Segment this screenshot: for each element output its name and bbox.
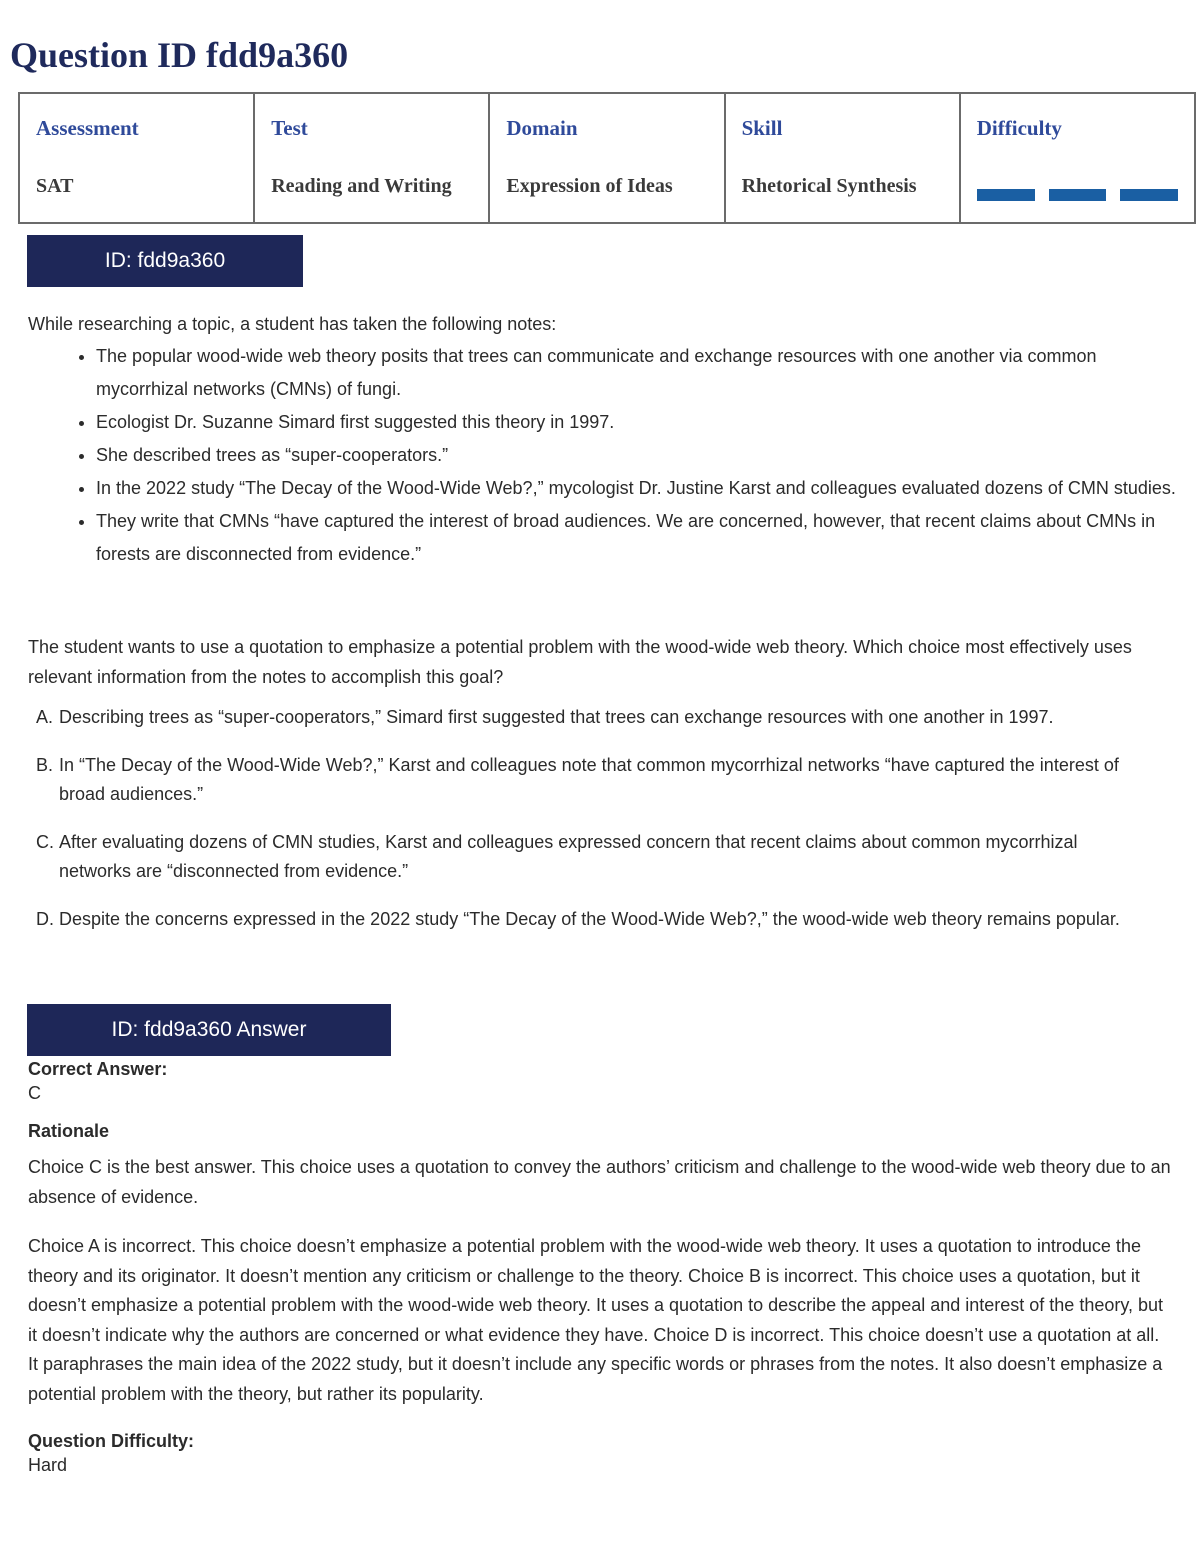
choice-d[interactable] [36, 905, 1146, 934]
skill-cell [725, 93, 960, 223]
answer-choices [36, 703, 1146, 953]
question-difficulty-label: Question Difficulty: [28, 1431, 194, 1451]
note-item: • Ecologist Dr. Suzanne Simard first suggested this theory in 1997. [96, 406, 1186, 439]
assessment-value: SAT [36, 175, 74, 197]
domain-label: Domain [506, 116, 578, 140]
answer-section [28, 1057, 1173, 1477]
choice-letter: D. [36, 909, 54, 929]
note-item: • The popular wood-wide web theory posits that trees can communicate and exchange resources with one another via common mycorrhizal networks (CMNs) of fungi. [96, 340, 1186, 406]
note-item: • She described trees as “super-cooperators.” [96, 439, 1186, 472]
difficulty-cell [960, 93, 1195, 223]
choice-text: Despite the concerns expressed in the 2022 study “The Decay of the Wood-Wide Web?,” the wood-wide web theory remains popular. [59, 909, 1120, 929]
assessment-cell [19, 93, 254, 223]
rationale-paragraph: Choice A is incorrect. This choice doesn’t emphasize a potential problem with the wood-wide web theory. It uses a quotation to introduce the theory and its originator. It doesn’t mention any criticism or challenge to the theory. Choice B is incorrect. This choice uses a quotation, but it doesn’t emphasize a potential problem with the wood-wide web theory. It uses a quotation to describe the appeal and interest of the theory, but it doesn’t indicate why the authors are concerned or what evidence they have. Choice D is incorrect. This choice doesn’t use a quotation at all. It paraphrases the main idea of the 2022 study, but it doesn’t include any specific words or phrases from the notes. It also doesn’t emphasize a potential problem with the theory, but rather its popularity. [28, 1236, 1164, 1404]
test-value: Reading and Writing [271, 175, 452, 197]
test-label: Test [271, 116, 308, 140]
question-prompt: The student wants to use a quotation to emphasize a potential problem with the wood-wide web theory. Which choice most effectively uses relevant information from the notes to accomplish this goal? [28, 637, 1132, 687]
skill-value: Rhetorical Synthesis [741, 175, 917, 197]
skill-label: Skill [741, 116, 783, 140]
difficulty-bar [1120, 189, 1178, 201]
question-id-banner: ID: fdd9a360 [27, 235, 303, 287]
correct-answer-value: C [28, 1083, 41, 1103]
difficulty-bar [977, 189, 1035, 201]
difficulty-label: Difficulty [976, 116, 1062, 140]
domain-value: Expression of Ideas [506, 175, 673, 197]
assessment-label: Assessment [36, 116, 139, 140]
choice-text: Describing trees as “super-cooperators,” Simard first suggested that trees can exchange resources with one another in 1997. [59, 707, 1054, 727]
note-item: • They write that CMNs “have captured the interest of broad audiences. We are concerned, however, that recent claims about CMNs in forests are disconnected from evidence.” [96, 505, 1186, 571]
note-item: • In the 2022 study “The Decay of the Wood-Wide Web?,” mycologist Dr. Justine Karst and colleagues evaluated dozens of CMN studies. [96, 472, 1186, 505]
choice-c[interactable] [36, 828, 1146, 886]
difficulty-meter [977, 189, 1178, 201]
choice-letter: C. [36, 832, 54, 852]
notes-intro: While researching a topic, a student has taken the following notes: [28, 314, 557, 334]
rationale-paragraph: Choice C is the best answer. This choice uses a quotation to convey the authors’ criticism and challenge to the wood-wide web theory due to an absence of evidence. [28, 1157, 1171, 1207]
answer-id-banner: ID: fdd9a360 Answer [27, 1004, 391, 1056]
choice-letter: B. [36, 755, 54, 775]
page-title: Question ID fdd9a360 [10, 35, 349, 75]
choice-text: After evaluating dozens of CMN studies, Karst and colleagues expressed concern that recent claims about common mycorrhizal networks are “disconnected from evidence.” [59, 832, 1078, 881]
domain-cell [489, 93, 724, 223]
choice-text: In “The Decay of the Wood-Wide Web?,” Karst and colleagues note that common mycorrhizal networks “have captured the interest of broad audiences.” [59, 755, 1119, 804]
choice-a[interactable] [36, 703, 1146, 732]
test-cell [254, 93, 489, 223]
question-metadata-table [18, 92, 1196, 224]
notes-list [72, 340, 1186, 571]
correct-answer-label: Correct Answer: [28, 1059, 168, 1079]
rationale-heading: Rationale [28, 1121, 110, 1141]
rationale-body [28, 1153, 1173, 1409]
choice-letter: A. [36, 707, 54, 727]
question-difficulty-value: Hard [28, 1455, 68, 1475]
difficulty-bar [1049, 189, 1107, 201]
choice-b[interactable] [36, 751, 1146, 809]
